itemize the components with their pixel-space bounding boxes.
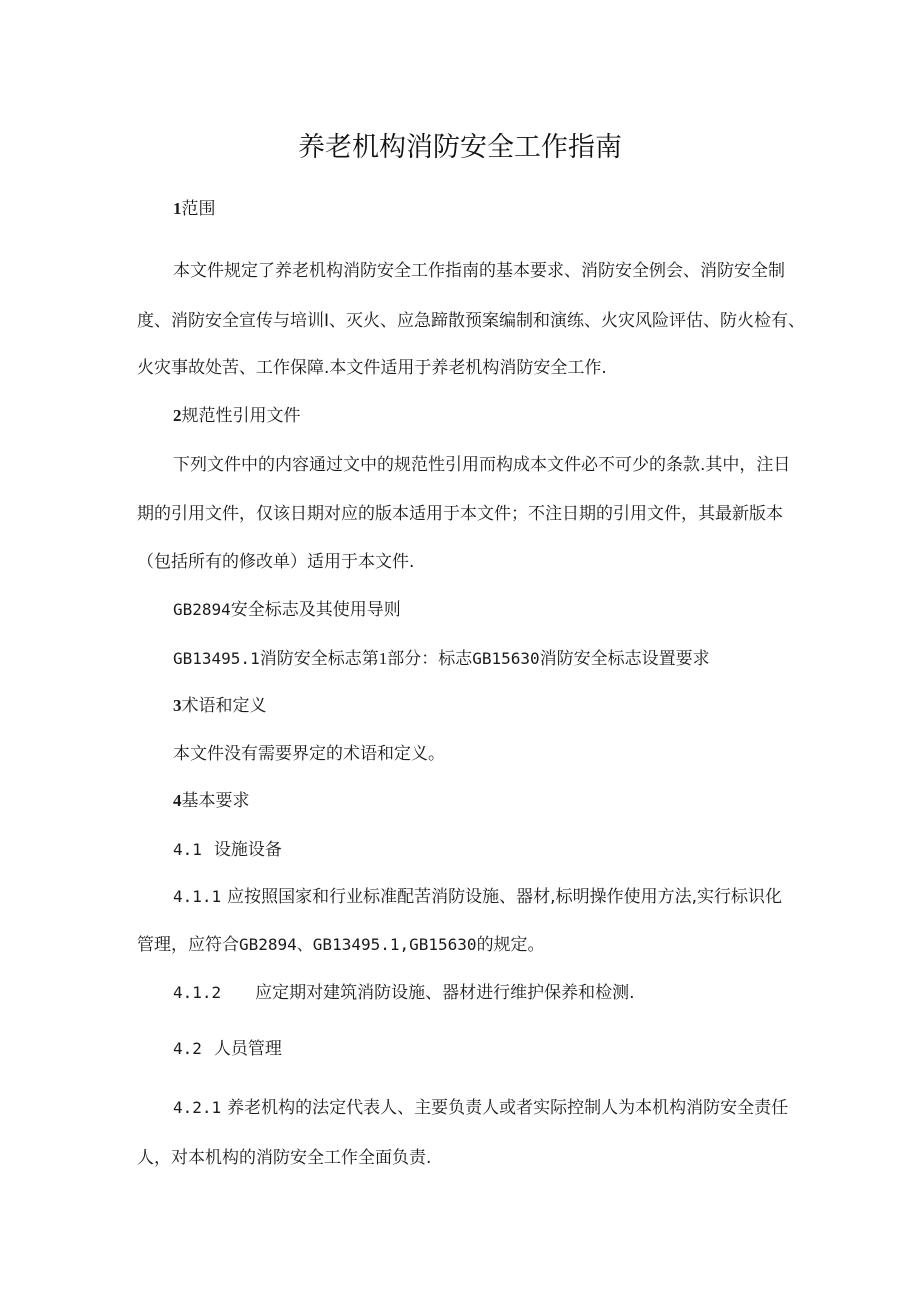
section-3-para: 本文件没有需要界定的术语和定义。 [173, 744, 445, 764]
item-4-2-1-line-2: 人，对本机构的消防安全工作全面负责. [137, 1148, 432, 1168]
section-number: 3 [173, 696, 182, 715]
item-4-1-2 [173, 980, 635, 1006]
section-4-heading [173, 788, 250, 814]
item-text: 应按照国家和行业标准配苦消防设施、器材,标明操作使用方法,实行标识化 [227, 887, 782, 907]
subsection-4-2-heading [173, 1036, 282, 1062]
item-codes: GB2894、GB13495.1,GB15630 [239, 935, 477, 954]
reference-code: GB2894 [173, 600, 231, 619]
section-1-heading [173, 196, 216, 222]
section-2-heading [173, 403, 301, 429]
subsection-title: 设施设备 [213, 840, 282, 860]
item-number: 4.1.1 [173, 887, 222, 906]
section-2-para-line-2: 期的引用文件，仅该日期对应的版本适用于本文件；不注日期的引用文件，其最新版本 [137, 504, 783, 524]
subsection-number: 4.1 [173, 840, 202, 859]
item-text: 管理，应符合 [137, 935, 239, 955]
section-number: 1 [173, 199, 182, 218]
section-title: 范围 [181, 199, 216, 219]
reference-part: 1 [378, 649, 388, 668]
item-4-2-1-line-1 [173, 1095, 788, 1121]
section-2-para-line-1: 下列文件中的内容通过文中的规范性引用而构成本文件必不可少的条款.其中，注日 [173, 455, 791, 475]
reference-code-2: GB15630 [472, 649, 540, 668]
item-4-1-1-line-1 [173, 884, 782, 910]
subsection-4-1-heading [173, 837, 282, 863]
item-text-end: 的规定。 [476, 935, 545, 955]
section-2-para-line-3: （包括所有的修改单）适用于本文件. [137, 552, 415, 572]
section-1-para-line-1: 本文件规定了养老机构消防安全工作指南的基本要求、消防安全例会、消防安全制 [173, 261, 785, 281]
subsection-title: 人员管理 [213, 1039, 282, 1059]
item-4-1-1-line-2 [137, 932, 545, 958]
section-1-para-line-3: 火灾事故处苦、工作保障.本文件适用于养老机构消防安全工作. [137, 358, 607, 378]
item-text: 养老机构的法定代表人、主要负责人或者实际控制人为本机构消防安全责任 [227, 1098, 789, 1118]
item-number: 4.1.2 [173, 983, 222, 1002]
section-number: 2 [173, 406, 182, 425]
reference-text-3: 消防安全标志设置要求 [539, 649, 710, 669]
document-title: 养老机构消防安全工作指南 [298, 132, 622, 163]
reference-text: 消防安全标志第 [259, 649, 379, 669]
subsection-number: 4.2 [173, 1039, 202, 1058]
section-title: 规范性引用文件 [181, 406, 301, 426]
item-text: 应定期对建筑消防设施、器材进行维护保养和检测. [255, 983, 635, 1003]
section-1-para-line-2: 度、消防安全宣传与培训Ⅰ、灭火、应急蹄散预案编制和演练、火灾风险评估、防火检有、 [137, 311, 806, 331]
reference-text: 安全标志及其使用导则 [230, 600, 401, 620]
reference-1 [173, 597, 401, 623]
reference-2 [173, 646, 710, 672]
item-number: 4.2.1 [173, 1098, 222, 1117]
section-number: 4 [173, 791, 182, 810]
reference-code: GB13495.1 [173, 649, 260, 668]
section-title: 术语和定义 [181, 696, 267, 716]
section-title: 基本要求 [181, 791, 250, 811]
reference-text-2: 部分：标志 [387, 649, 473, 669]
section-3-heading [173, 693, 267, 719]
